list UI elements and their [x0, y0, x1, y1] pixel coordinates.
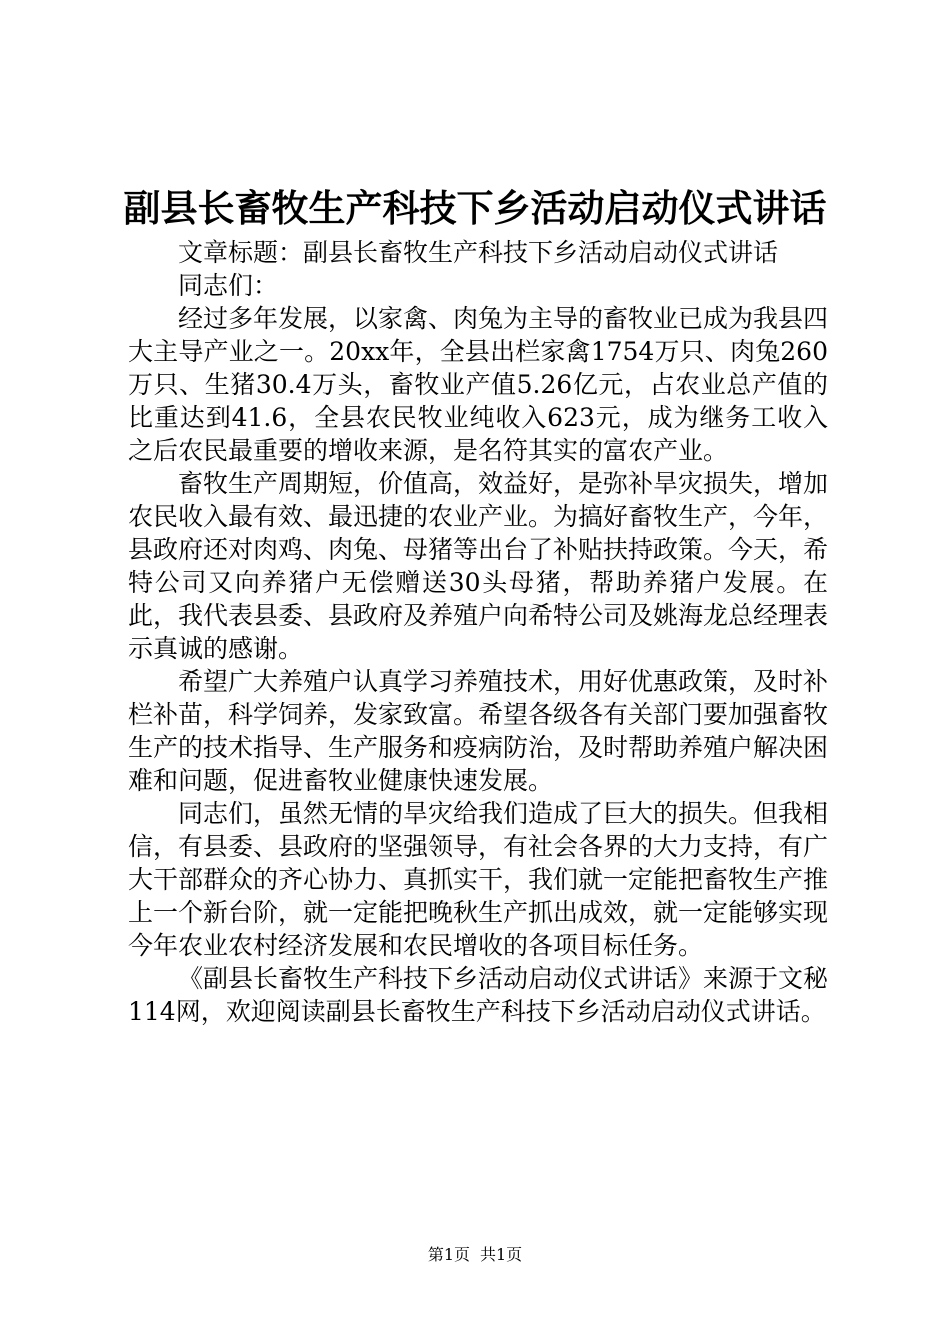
article-title-line: 文章标题：副县长畜牧生产科技下乡活动启动仪式讲话: [178, 238, 779, 267]
page-total: 共1页: [480, 1245, 523, 1264]
paragraph-livestock-benefits: 畜牧生产周期短，价值高，效益好，是弥补旱灾损失，增加农民收入最有效、最迅捷的农业产业。为搞好畜牧生产，今年，县政府还对肉鸡、肉兔、母猪等出台了补贴扶持政策。今天，希特公司又向养猪户无偿赠送30头母猪，帮助养猪户发展。在此，我代表县委、县政府及养殖户向希特公司及姚海龙总经理表示真诚的感谢。: [128, 469, 829, 663]
document-body: [128, 236, 828, 1028]
page-footer: [0, 1244, 950, 1266]
document-title: 副县长畜牧生产科技下乡活动启动仪式讲话: [123, 187, 827, 230]
paragraph-closing: 同志们，虽然无情的旱灾给我们造成了巨大的损失。但我相信，有县委、县政府的坚强领导，有社会各界的大力支持，有广大干部群众的齐心协力、真抓实干，我们就一定能把畜牧生产推上一个新台阶，就一定能把晚秋生产抓出成效，就一定能够实现今年农业农村经济发展和农民增收的各项目标任务。: [128, 799, 829, 960]
paragraph-source: 《副县长畜牧生产科技下乡活动启动仪式讲话》来源于文秘114网，欢迎阅读副县长畜牧生产科技下乡活动启动仪式讲话。: [128, 964, 829, 1026]
paragraph-hopes: 希望广大养殖户认真学习养殖技术，用好优惠政策，及时补栏补苗，科学饲养，发家致富。希望各级各有关部门要加强畜牧生产的技术指导、生产服务和疫病防治，及时帮助养殖户解决困难和问题，促进畜牧业健康快速发展。: [128, 667, 829, 795]
paragraph-development: 经过多年发展，以家禽、肉兔为主导的畜牧业已成为我县四大主导产业之一。20xx年，全县出栏家禽1754万只、肉兔260万只、生猪30.4万头，畜牧业产值5.26亿元，占农业总产值的比重达到41.6，全县农民牧业纯收入623元，成为继务工收入之后农民最重要的增收来源，是名符其实的富农产业。: [128, 304, 829, 465]
salutation: 同志们：: [178, 271, 279, 300]
page-number: 第1页: [427, 1245, 470, 1264]
